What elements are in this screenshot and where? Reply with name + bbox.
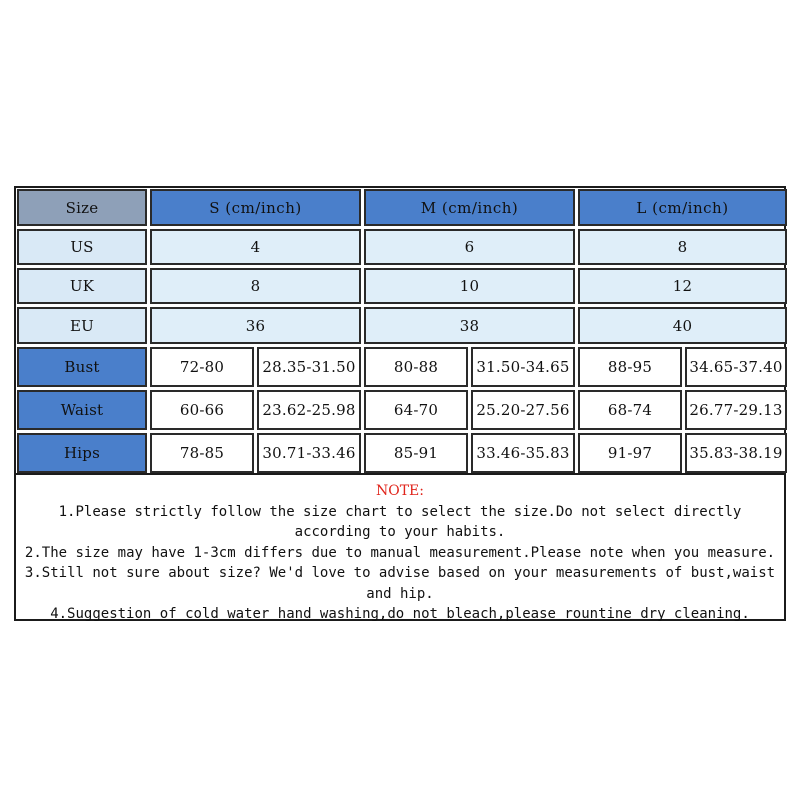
us-size-s: 4	[150, 229, 361, 265]
bust-m-cm: 80-88	[364, 347, 468, 387]
measure-label-bust: Bust	[17, 347, 147, 387]
notes-section	[16, 473, 784, 622]
measure-label-hips: Hips	[17, 433, 147, 473]
hips-s-cm: 78-85	[150, 433, 254, 473]
hips-s-inch: 30.71-33.46	[257, 433, 361, 473]
hips-m-cm: 85-91	[364, 433, 468, 473]
hips-m-inch: 33.46-35.83	[471, 433, 575, 473]
note-title: NOTE:	[375, 483, 424, 499]
bust-s-inch: 28.35-31.50	[257, 347, 361, 387]
size-m-header: M (cm/inch)	[364, 189, 575, 226]
size-header-cell: Size	[17, 189, 147, 226]
bust-l-cm: 88-95	[578, 347, 682, 387]
bust-l-inch: 34.65-37.40	[685, 347, 787, 387]
region-label-eu: EU	[17, 307, 147, 344]
size-table	[16, 188, 784, 473]
hips-l-inch: 35.83-38.19	[685, 433, 787, 473]
eu-size-m: 38	[364, 307, 575, 344]
region-label-uk: UK	[17, 268, 147, 304]
uk-size-m: 10	[364, 268, 575, 304]
us-size-m: 6	[364, 229, 575, 265]
waist-m-cm: 64-70	[364, 390, 468, 430]
uk-size-s: 8	[150, 268, 361, 304]
note-line-4: 4.Suggestion of cold water hand washing,do not bleach,please rountine dry cleaning.	[50, 606, 750, 622]
note-line-1: 1.Please strictly follow the size chart to select the size.Do not select directly	[58, 503, 742, 520]
size-s-header: S (cm/inch)	[150, 189, 361, 226]
note-line-1-cont: according to your habits.	[294, 524, 506, 540]
us-size-l: 8	[578, 229, 787, 265]
region-label-us: US	[17, 229, 147, 265]
eu-size-l: 40	[578, 307, 787, 344]
hips-l-cm: 91-97	[578, 433, 682, 473]
bust-s-cm: 72-80	[150, 347, 254, 387]
note-line-2: 2.The size may have 1-3cm differs due to manual measurement.Please note when you measure.	[24, 544, 776, 561]
waist-m-inch: 25.20-27.56	[471, 390, 575, 430]
uk-size-l: 12	[578, 268, 787, 304]
measure-label-waist: Waist	[17, 390, 147, 430]
note-line-3-cont: and hip.	[366, 585, 434, 602]
waist-s-cm: 60-66	[150, 390, 254, 430]
size-chart	[14, 186, 786, 621]
bust-m-inch: 31.50-34.65	[471, 347, 575, 387]
eu-size-s: 36	[150, 307, 361, 344]
waist-l-inch: 26.77-29.13	[685, 390, 787, 430]
size-l-header: L (cm/inch)	[578, 189, 787, 226]
waist-s-inch: 23.62-25.98	[257, 390, 361, 430]
note-line-3: 3.Still not sure about size? We'd love to advise based on your measurements of bust,waist	[24, 565, 776, 581]
waist-l-cm: 68-74	[578, 390, 682, 430]
